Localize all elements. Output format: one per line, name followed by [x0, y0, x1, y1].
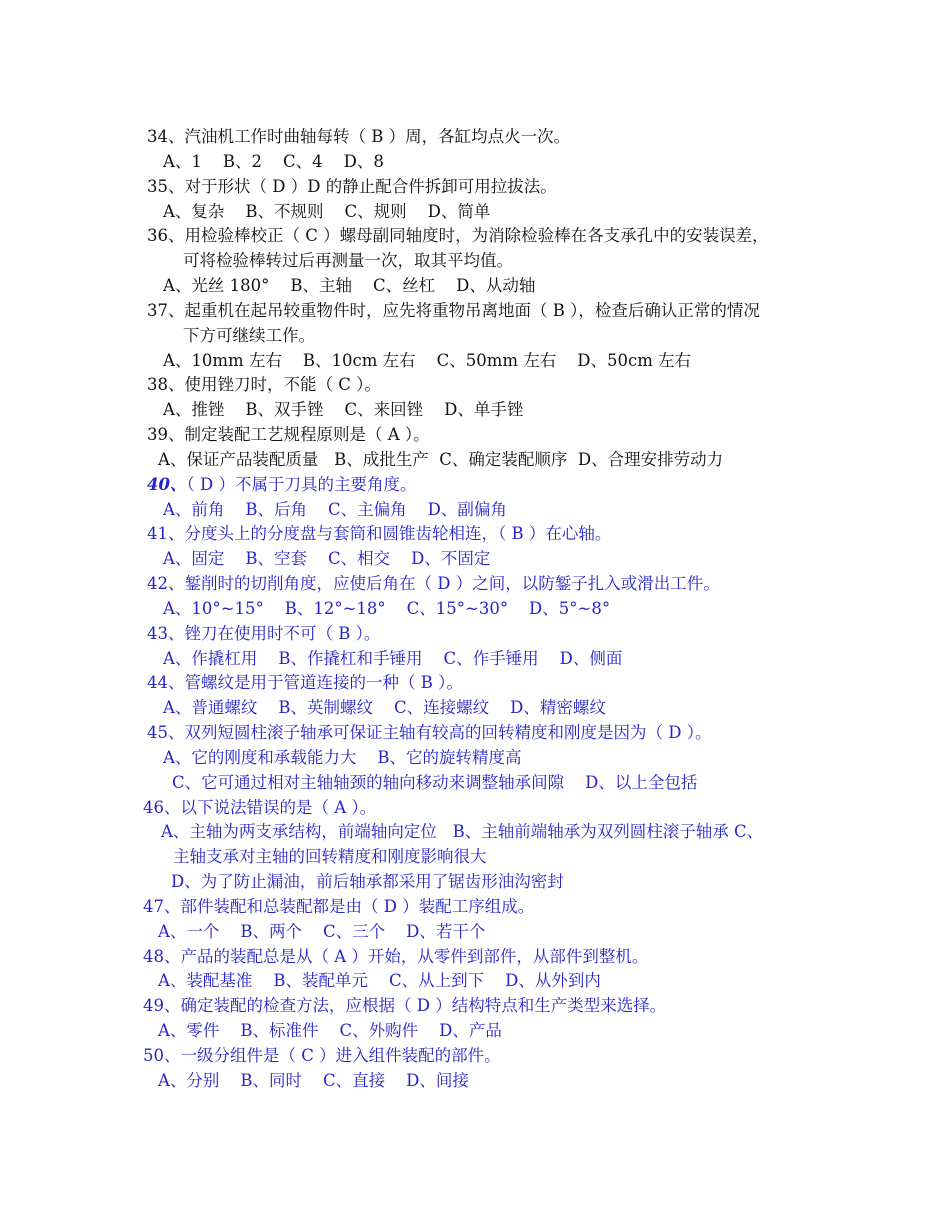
options-50: A、分别 B、同时 C、直接 D、间接 — [158, 1071, 469, 1090]
question-41: 41、分度头上的分度盘与套筒和圆锥齿轮相连，（ B ）在心轴。 — [147, 524, 612, 543]
question-38: 38、使用锉刀时，不能（ C ）。 — [147, 375, 381, 394]
options-43: A、作撬杠用 B、作撬杠和手锤用 C、作手锤用 D、侧面 — [163, 649, 623, 668]
question-44: 44、管螺纹是用于管道连接的一种（ B ）。 — [147, 673, 463, 692]
options-48: A、装配基准 B、装配单元 C、从上到下 D、从外到内 — [158, 971, 601, 990]
question-34: 34、汽油机工作时曲轴每转（ B ）周，各缸均点火一次。 — [147, 127, 571, 146]
options-49: A、零件 B、标准件 C、外购件 D、产品 — [158, 1021, 502, 1040]
question-40-number: 40、 — [147, 475, 187, 494]
question-45: 45、双列短圆柱滚子轴承可保证主轴有较高的回转精度和刚度是因为（ D ）。 — [147, 723, 712, 742]
options-44: A、普通螺纹 B、英制螺纹 C、连接螺纹 D、精密螺纹 — [163, 698, 606, 717]
options-46-line1: A、主轴为两支承结构，前端轴向定位 B、主轴前端轴承为双列圆柱滚子轴承 C、 — [161, 822, 764, 841]
options-46-line2: 主轴支承对主轴的回转精度和刚度影响很大 — [173, 847, 487, 866]
options-41: A、固定 B、空套 C、相交 D、不固定 — [163, 549, 491, 568]
question-46: 46、以下说法错误的是（ A ）。 — [143, 798, 377, 817]
options-36: A、光丝 180° B、主轴 C、丝杠 D、从动轴 — [163, 276, 536, 295]
question-37: 37、起重机在起吊较重物件时，应先将重物吊离地面（ B ），检查后确认正常的情况 — [147, 301, 760, 320]
question-40-text: （ D ）不属于刀具的主要角度。 — [186, 475, 417, 494]
question-43: 43、锉刀在使用时不可（ B ）。 — [147, 624, 381, 643]
question-37-cont: 下方可继续工作。 — [183, 326, 315, 345]
options-45-line2: C、它可通过相对主轴轴颈的轴向移动来调整轴承间隙 D、以上全包括 — [172, 773, 698, 792]
options-39: A、保证产品装配质量 B、成批生产 C、确定装配顺序 D、合理安排劳动力 — [158, 450, 724, 469]
options-47: A、一个 B、两个 C、三个 D、若干个 — [158, 922, 486, 941]
question-40 — [147, 473, 416, 498]
options-46-line3: D、为了防止漏油，前后轴承都采用了锯齿形油沟密封 — [171, 872, 564, 891]
options-34: A、1 B、2 C、4 D、8 — [163, 152, 384, 171]
options-42: A、10°~15° B、12°~18° C、15°~30° D、5°~8° — [163, 599, 611, 618]
options-40: A、前角 B、后角 C、主偏角 D、副偏角 — [163, 500, 507, 519]
question-39: 39、制定装配工艺规程原则是（ A ）。 — [147, 425, 430, 444]
question-48: 48、产品的装配总是从（ A ）开始，从零件到部件，从部件到整机。 — [143, 947, 649, 966]
question-35: 35、对于形状（ D ）D 的静止配合件拆卸可用拉拔法。 — [147, 177, 557, 196]
options-37: A、10mm 左右 B、10cm 左右 C、50mm 左右 D、50cm 左右 — [163, 351, 692, 370]
question-36-cont: 可将检验棒转过后再测量一次，取其平均值。 — [183, 251, 513, 270]
question-50: 50、一级分组件是（ C ）进入组件装配的部件。 — [143, 1046, 501, 1065]
options-45-line1: A、它的刚度和承载能力大 B、它的旋转精度高 — [163, 748, 522, 767]
question-36: 36、用检验棒校正（ C ）螺母副同轴度时，为消除检验棒在各支承孔中的安装误差， — [147, 226, 769, 245]
question-47: 47、部件装配和总装配都是由（ D ）装配工序组成。 — [143, 897, 535, 916]
question-42: 42、錾削时的切削角度，应使后角在（ D ）之间，以防錾子扎入或滑出工件。 — [147, 574, 720, 593]
question-49: 49、确定装配的检查方法，应根据（ D ）结构特点和生产类型来选择。 — [143, 996, 667, 1015]
options-38: A、推锉 B、双手锉 C、来回锉 D、单手锉 — [163, 400, 524, 419]
options-35: A、复杂 B、不规则 C、规则 D、简单 — [163, 202, 491, 221]
